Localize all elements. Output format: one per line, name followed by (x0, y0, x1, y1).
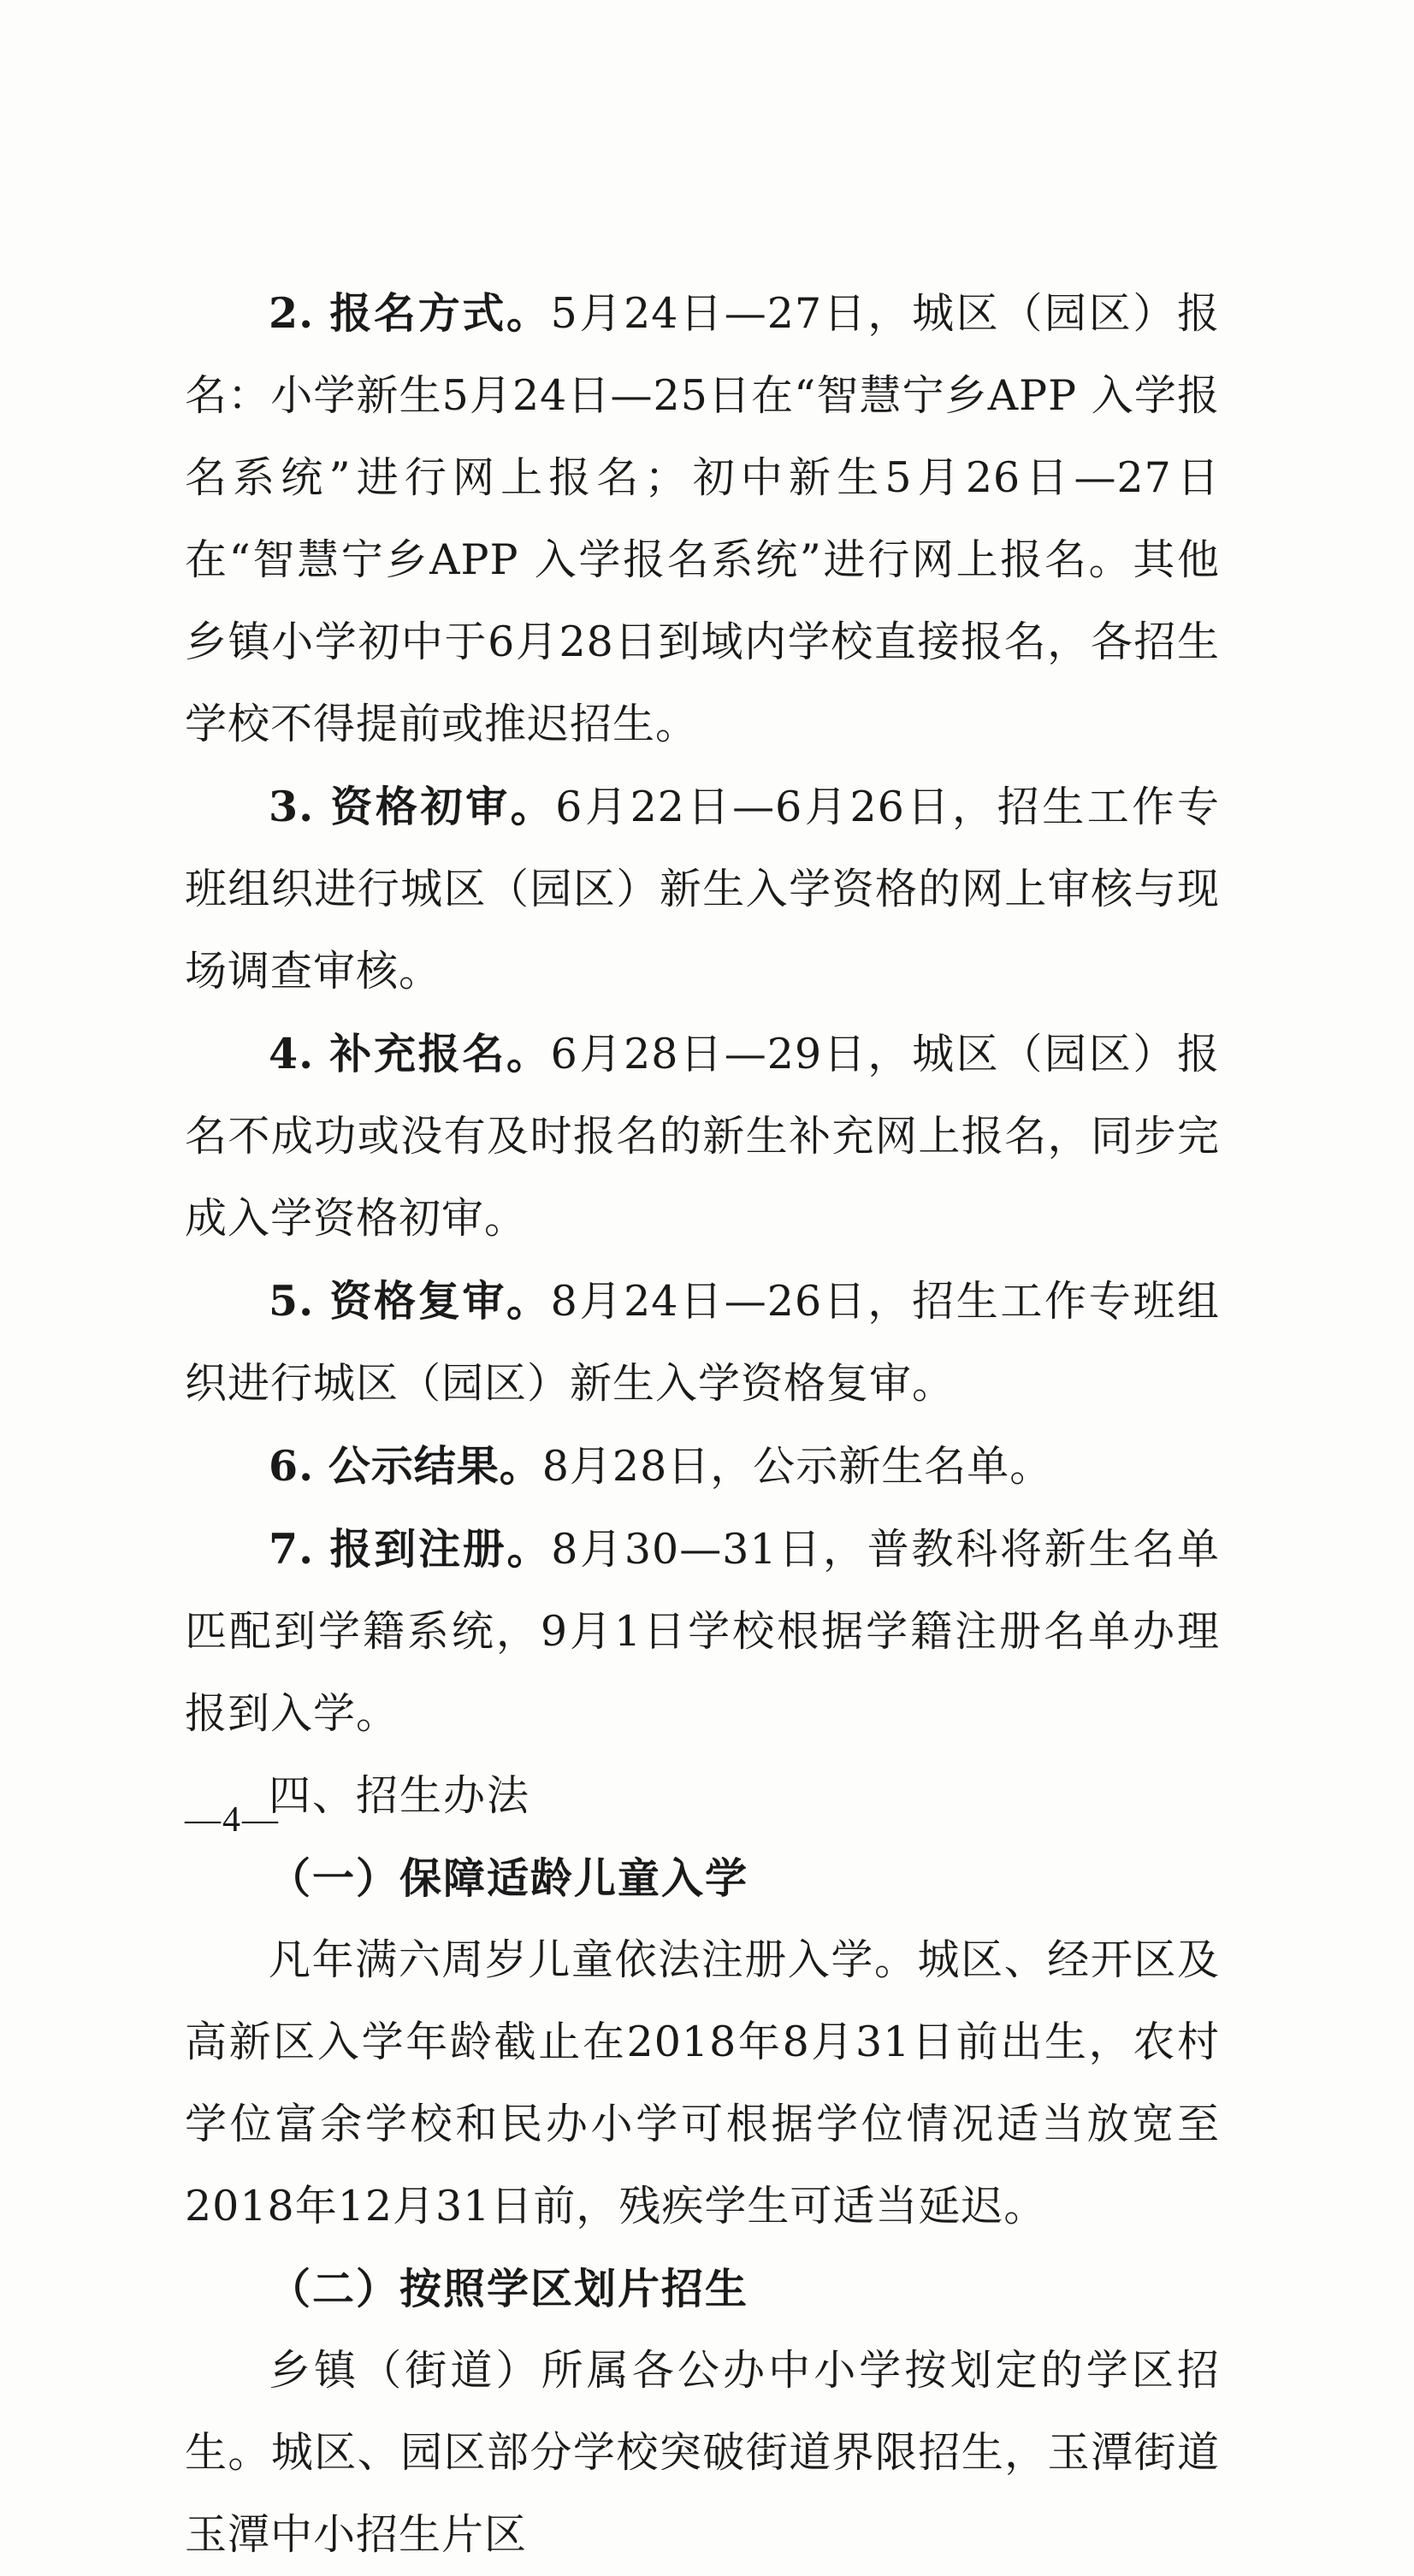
item-4-text: 6月28日—29日，城区（园区）报名不成功或没有及时报名的新生补充网上报名，同步完成入学资格初审。 (185, 1030, 1220, 1243)
item-3-title: 资格初审。 (330, 782, 556, 831)
section-4-heading: 四、招生办法 (269, 1771, 531, 1820)
item-7-number: 7. (269, 1524, 315, 1574)
item-7-text: 8月30—31日，普教科将新生名单匹配到学籍系统，9月1日学校根据学籍注册名单办理报到入学。 (185, 1525, 1220, 1738)
item-5-text: 8月24日—26日，招生工作专班组织进行城区（园区）新生入学资格复审。 (185, 1277, 1220, 1408)
item-3-text: 6月22日—6月26日，招生工作专班组织进行城区（园区）新生入学资格的网上审核与现场调查审核。 (185, 783, 1220, 996)
item-2-title: 报名方式。 (329, 288, 551, 338)
item-4-title: 补充报名。 (329, 1029, 551, 1078)
item-6-text: 8月28日，公示新生名单。 (541, 1442, 1053, 1491)
item-3 (185, 765, 1220, 1013)
item-2 (185, 272, 1220, 765)
item-4 (185, 1013, 1220, 1260)
item-4-number: 4. (269, 1029, 315, 1078)
item-2-number: 2. (269, 288, 315, 338)
section-4-2-heading: （二）按照学区划片招生 (269, 2264, 749, 2313)
body-text (185, 272, 1220, 2576)
item-7 (185, 1508, 1220, 1755)
section-4-1-heading: （一）保障适龄儿童入学 (269, 1853, 749, 1903)
item-6-number: 6. (269, 1441, 315, 1491)
item-7-title: 报到注册。 (329, 1524, 552, 1574)
item-6-title: 公示结果。 (328, 1441, 542, 1491)
section-4-1-text: 凡年满六周岁儿童依法注册入学。城区、经开区及高新区入学年龄截止在2018年8月31日前出生，农村学位富余学校和民办小学可根据学位情况适当放宽至2018年12月31日前，残疾学生可适当延迟。 (185, 1935, 1220, 2230)
page-number: —4— (185, 1800, 280, 1840)
item-5-title: 资格复审。 (329, 1276, 551, 1326)
item-6 (185, 1425, 1220, 1508)
item-3-number: 3. (269, 782, 315, 831)
section-4-2-text: 乡镇（街道）所属各公办中小学按划定的学区招生。城区、园区部分学校突破街道界限招生，玉潭街道玉潭中小招生片区 (185, 2346, 1220, 2559)
item-5 (185, 1260, 1220, 1425)
item-2-text: 5月24日—27日，城区（园区）报名：小学新生5月24日—25日在“智慧宁乡APP 入学报名系统”进行网上报名；初中新生5月26日—27日在“智慧宁乡APP 入学报名系统”进行网上报名。其他乡镇小学初中于6月28日到域内学校直接报名，各招生学校不得提前或推迟招生。 (185, 289, 1220, 748)
item-5-number: 5. (269, 1276, 315, 1326)
